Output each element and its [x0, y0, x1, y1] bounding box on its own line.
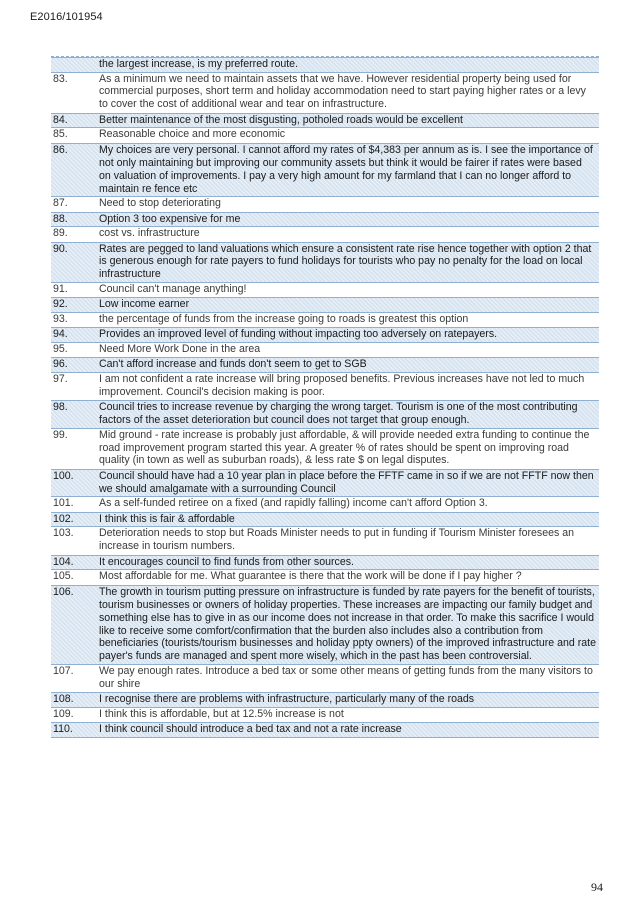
row-comment: Council tries to increase revenue by charging the wrong target. Tourism is one of the most contributing factors of the asset deterioration but council does not target that group enough. [99, 401, 578, 427]
page-number: 94 [591, 880, 603, 894]
row-number: 109. [53, 707, 74, 720]
row-number: 108. [53, 693, 74, 706]
table-row [51, 128, 599, 143]
row-comment: Reasonable choice and more economic [99, 128, 286, 141]
row-comment: Better maintenance of the most disgusting, potholed roads would be excellent [99, 113, 463, 126]
row-comment: I think this is affordable, but at 12.5% increase is not [99, 707, 344, 720]
table-row [51, 512, 599, 528]
row-comment: The growth in tourism putting pressure on infrastructure is funded by rate payers for the benefit of tourists, tourism businesses or owners of holiday properties. These increases are impacting our family budget and something else has to give in as our income does not increase in that order. To make this sacrifice I would like to receive some comfort/confirmation that the burden also includes also a contribution from beneficiaries (tourists/tourism businesses and holiday ppty owners) of the improved infrastructure and rate payer's funds are managed and spent more wisely, which in the past has been controversial. [99, 585, 596, 663]
row-number: 110. [53, 723, 73, 736]
row-number: 103. [53, 527, 74, 540]
table-row [51, 343, 599, 358]
row-comment: Council can't manage anything! [99, 282, 247, 295]
row-number: 106. [53, 585, 74, 598]
table-row [51, 297, 599, 313]
row-comment: Option 3 too expensive for me [99, 212, 241, 225]
row-comment: Most affordable for me. What guarantee is there that the work will be done if I pay higher ? [99, 570, 522, 583]
table-row [51, 692, 599, 708]
row-comment: I think council should introduce a bed tax and not a rate increase [99, 723, 402, 736]
row-number: 88. [53, 212, 68, 225]
row-number: 84. [53, 113, 68, 126]
table-row [51, 327, 599, 343]
row-comment: Rates are pegged to land valuations which ensure a consistent rate rise hence together with option 2 that is generous enough for rate payers to fund holidays for tourists who pay no penalty for the load on local infrastructure [99, 242, 592, 281]
row-comment: Deterioration needs to stop but Roads Minister needs to put in funding if Tourism Minister foresees an increase in tourism numbers. [99, 527, 575, 553]
table-row [51, 497, 599, 512]
row-comment: Council should have had a 10 year plan in place before the FFTF came in so if we are not FFTF now then we should amalgamate with a surrounding Council [99, 469, 594, 495]
row-comment: Low income earner [99, 298, 190, 311]
table-row [51, 283, 599, 298]
row-number: 90. [53, 242, 68, 255]
table-row [51, 373, 599, 400]
table-row [51, 113, 599, 129]
table-row [51, 357, 599, 373]
table-row [51, 313, 599, 328]
row-comment: I recognise there are problems with infrastructure, particularly many of the roads [99, 693, 475, 706]
row-number: 92. [53, 298, 68, 311]
row-comment: the percentage of funds from the increase going to roads is greatest this option [99, 312, 469, 325]
row-number: 89. [53, 227, 68, 240]
row-number: 100. [53, 469, 74, 482]
row-number: 105. [53, 570, 74, 583]
table-row [51, 73, 599, 113]
row-number [51, 58, 99, 71]
row-number: 97. [53, 372, 68, 385]
row-number: 99. [53, 428, 68, 441]
row-number: 107. [53, 664, 74, 677]
table-row [51, 429, 599, 469]
row-number: 85. [53, 128, 68, 141]
row-comment: As a minimum we need to maintain assets that we have. However residential property being used for commercial purposes, short term and holiday accommodation need to start paying higher rates or a levy to cover the cost of additional wear and tear on infrastructure. [99, 72, 586, 111]
row-comment: Need to stop deteriorating [99, 197, 221, 210]
row-comment: We pay enough rates. Introduce a bed tax or some other means of getting funds from the many visitors to our shire [99, 664, 593, 690]
table-row [51, 227, 599, 242]
row-comment: I think this is fair & affordable [99, 512, 235, 525]
table-row [51, 555, 599, 571]
table-row [51, 242, 599, 283]
row-number: 104. [53, 555, 74, 568]
table-row [51, 212, 599, 228]
table-row [51, 400, 599, 428]
row-number: 98. [53, 401, 68, 414]
row-comment: My choices are very personal. I cannot afford my rates of $4,383 per annum as is. I see the importance of not only maintaining but improving our community assets but think it would be fairer if rates were based on valuation of improvements. I pay a very high amount for my farmland that I can no longer afford to maintain re fence etc [99, 143, 593, 195]
row-number: 83. [53, 72, 68, 85]
table-row [51, 57, 599, 73]
row-comment: As a self-funded retiree on a fixed (and rapidly falling) income can't afford Option 3. [99, 497, 488, 510]
row-comment: Need More Work Done in the area [99, 342, 261, 355]
row-number: 101. [53, 497, 74, 510]
row-number: 93. [53, 312, 68, 325]
table-row [51, 197, 599, 212]
row-number: 102. [53, 512, 74, 525]
row-comment: It encourages council to find funds from other sources. [99, 555, 354, 568]
comments-table [51, 57, 599, 738]
table-row [51, 585, 599, 665]
row-comment: the largest increase, is my preferred route. [99, 58, 299, 70]
table-row [51, 570, 599, 585]
document-reference-id: E2016/101954 [30, 11, 103, 23]
table-row [51, 527, 599, 554]
table-row [51, 722, 599, 738]
row-comment: Provides an improved level of funding without impacting too adversely on ratepayers. [99, 328, 498, 341]
row-number: 87. [53, 197, 68, 210]
row-comment: I am not confident a rate increase will bring proposed benefits. Previous increases have not led to much improvement. Council's decision making is poor. [99, 372, 585, 398]
row-comment: Can't afford increase and funds don't seem to get to SGB [99, 358, 367, 371]
row-number: 86. [53, 143, 68, 156]
row-number: 91. [53, 282, 68, 295]
row-number: 94. [53, 328, 68, 341]
table-row [51, 143, 599, 197]
row-number: 95. [53, 342, 68, 355]
row-comment: cost vs. infrastructure [99, 227, 200, 240]
row-comment: Mid ground - rate increase is probably just affordable, & will provide needed extra funding to continue the road improvement program started this year. A greater % of rates should be spent on improving road quality (in town as well as suburban roads), & less rate $ on legal disputes. [99, 428, 590, 467]
table-row [51, 708, 599, 723]
table-row [51, 469, 599, 497]
table-row [51, 665, 599, 692]
row-number: 96. [53, 358, 68, 371]
